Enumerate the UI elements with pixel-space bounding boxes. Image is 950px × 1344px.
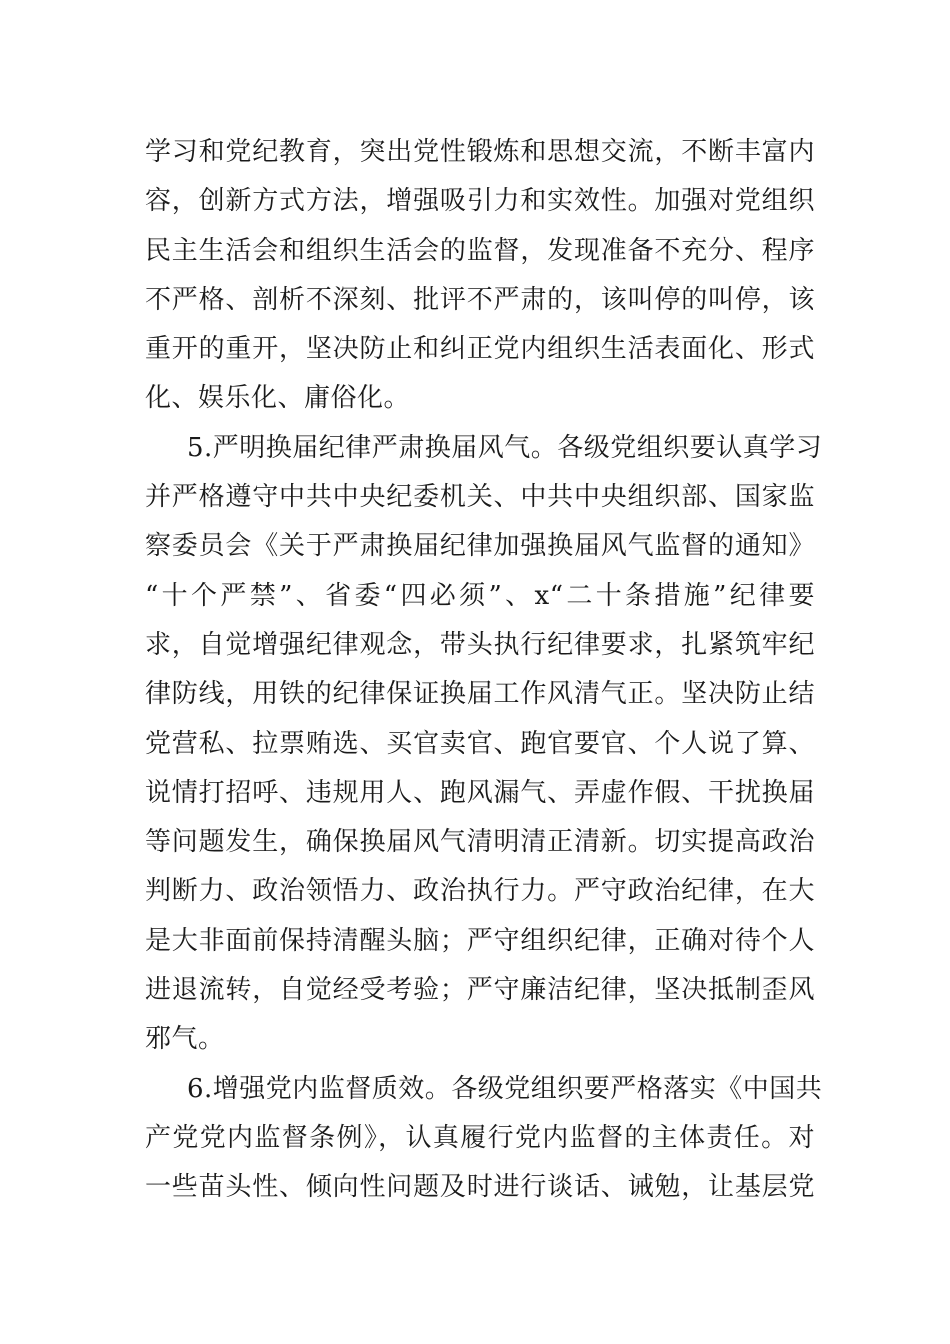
text-line: 不严格、剖析不深刻、批评不严肃的，该叫停的叫停，该 [145, 284, 815, 315]
text-line: 察委员会《关于严肃换届纪律加强换届风气监督的通知》 [145, 531, 815, 562]
body-text [145, 128, 823, 1213]
text-line: 并严格遵守中共中央纪委机关、中共中央组织部、国家监 [145, 482, 815, 513]
text-line: 容，创新方式方法，增强吸引力和实效性。加强对党组织 [145, 186, 815, 217]
text-line: “十个严禁”、省委“四必须”、x“二十条措施”纪律要 [145, 580, 815, 611]
text-line: 进退流转，自觉经受考验；严守廉洁纪律，坚决抵制歪风 [145, 975, 815, 1006]
text-line: 化、娱乐化、庸俗化。 [145, 383, 411, 414]
text-line: 党营私、拉票贿选、买官卖官、跑官要官、个人说了算、 [145, 728, 815, 759]
text-line: 产党党内监督条例》，认真履行党内监督的主体责任。对 [145, 1122, 815, 1153]
paragraph-first-line: 6.增强党内监督质效。各级党组织要严格落实《中国共 [187, 1073, 823, 1104]
text-line: 邪气。 [145, 1024, 225, 1055]
text-line: 是大非面前保持清醒头脑；严守组织纪律，正确对待个人 [145, 925, 815, 956]
text-line: 说情打招呼、违规用人、跑风漏气、弄虚作假、干扰换届 [145, 777, 815, 808]
text-line: 律防线，用铁的纪律保证换届工作风清气正。坚决防止结 [145, 679, 815, 710]
text-line: 民主生活会和组织生活会的监督，发现准备不充分、程序 [145, 235, 815, 266]
text-line: 重开的重开，坚决防止和纠正党内组织生活表面化、形式 [145, 334, 815, 365]
text-line: 一些苗头性、倾向性问题及时进行谈话、诫勉，让基层党 [145, 1172, 815, 1203]
paragraph-first-line: 5.严明换届纪律严肃换届风气。各级党组织要认真学习 [187, 432, 823, 463]
text-line: 学习和党纪教育，突出党性锻炼和思想交流，不断丰富内 [145, 137, 815, 167]
text-line: 判断力、政治领悟力、政治执行力。严守政治纪律，在大 [145, 876, 815, 907]
text-line: 等问题发生，确保换届风气清明清正清新。切实提高政治 [145, 827, 815, 858]
text-line: 求，自觉增强纪律观念，带头执行纪律要求，扎紧筑牢纪 [145, 629, 815, 660]
